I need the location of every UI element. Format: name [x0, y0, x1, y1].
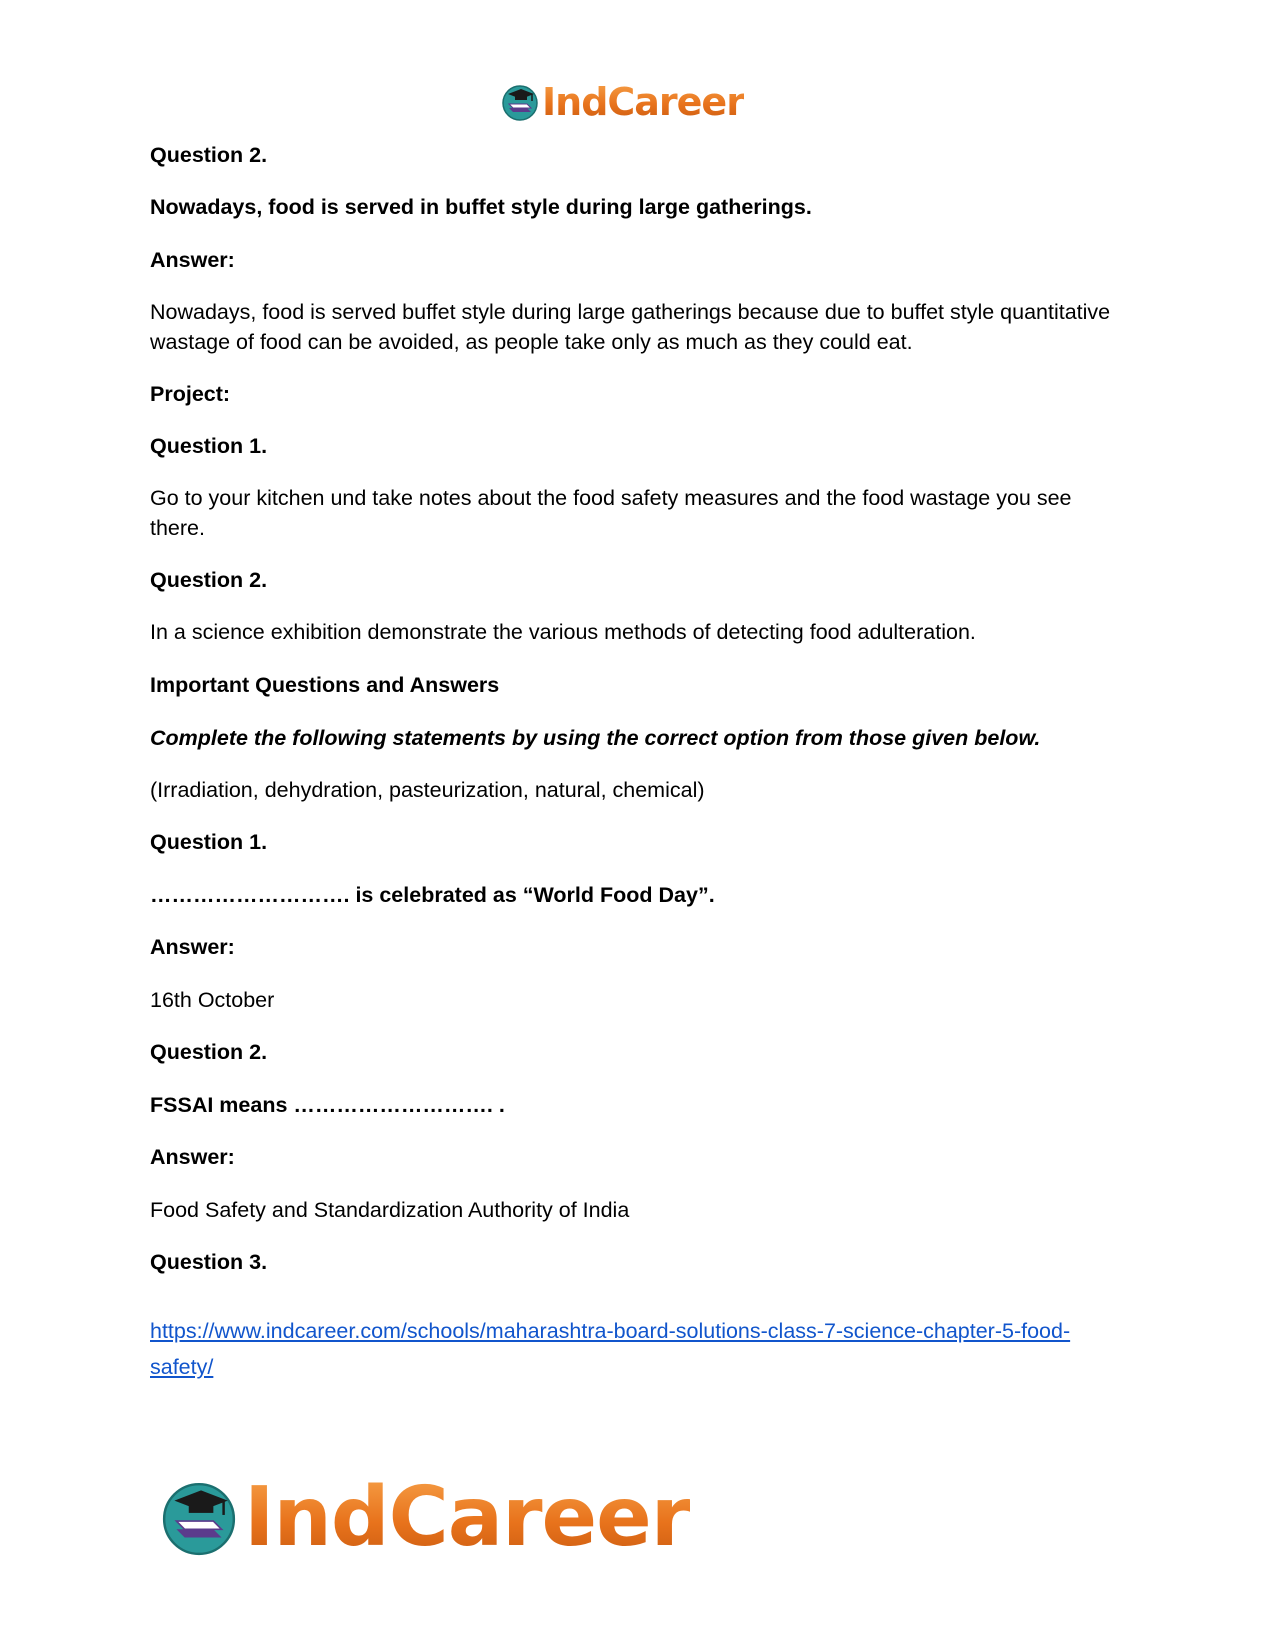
answer-text: 16th October [150, 988, 275, 1012]
answer-text: Food Safety and Standardization Authority of India [150, 1198, 630, 1222]
header-logo [500, 78, 744, 126]
question-heading: Question 3. [150, 1250, 268, 1274]
question-heading: Question 2. [150, 1040, 268, 1064]
question-text: In a science exhibition demonstrate the various methods of detecting food adulteration. [150, 620, 976, 644]
question-text: ………………………. is celebrated as “World Food Day”. [150, 883, 715, 907]
question-heading: Question 1. [150, 434, 268, 458]
answer-label: Answer: [150, 248, 235, 272]
logo-text: IndCareer [542, 80, 744, 124]
logo-text: IndCareer [244, 1469, 691, 1565]
instruction-text: Complete the following statements by using the correct option from those given below. [150, 726, 1041, 750]
answer-label: Answer: [150, 935, 235, 959]
question-text: Go to your kitchen und take notes about the food safety measures and the food wastage you see there. [150, 486, 1072, 540]
question-heading: Question 1. [150, 830, 268, 854]
section-heading-project: Project: [150, 382, 231, 406]
options-list: (Irradiation, dehydration, pasteurization, natural, chemical) [150, 778, 705, 802]
graduation-book-globe-icon [500, 82, 540, 122]
footer-logo [158, 1468, 690, 1566]
question-text: Nowadays, food is served in buffet style during large gatherings. [150, 195, 812, 219]
answer-label: Answer: [150, 1145, 235, 1169]
question-heading: Question 2. [150, 143, 268, 167]
graduation-book-globe-icon [158, 1476, 240, 1558]
answer-text: Nowadays, food is served buffet style during large gatherings because due to buffet style quantitative wastage of food can be avoided, as people take only as much as they could eat. [150, 300, 1111, 354]
question-text: FSSAI means ………………………. . [150, 1093, 505, 1117]
section-heading-important: Important Questions and Answers [150, 673, 500, 697]
question-heading: Question 2. [150, 568, 268, 592]
source-link[interactable]: https://www.indcareer.com/schools/maharashtra-board-solutions-class-7-science-chapter-5-food-safety/ [150, 1319, 1071, 1379]
